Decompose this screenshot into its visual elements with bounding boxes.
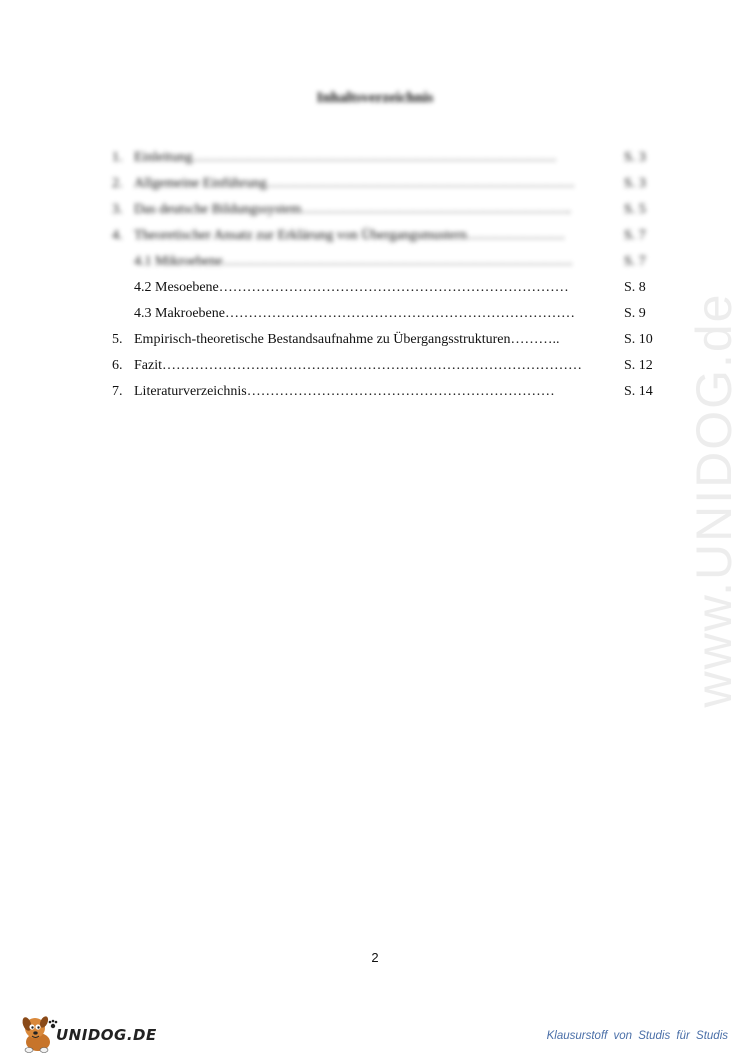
- toc-entry-label: Allgemeine Einführung…………………………………………………………: [134, 176, 575, 191]
- toc-entry-page: S. 3: [624, 176, 646, 191]
- toc-entry-page: S. 7: [624, 254, 646, 269]
- logo-text: UNIDOG.DE: [56, 1026, 157, 1044]
- toc-entry-number: 4.: [112, 228, 123, 243]
- toc-entry: [112, 252, 662, 272]
- toc-entry: [112, 304, 662, 324]
- page-number: 2: [371, 950, 379, 965]
- toc-entry-label: Einleitung……………………………………………………………………: [134, 150, 557, 165]
- toc-entry: [112, 382, 662, 402]
- toc-entry: [112, 278, 662, 298]
- toc-entry-label: Literaturverzeichnis…………………………………………………………: [134, 384, 555, 399]
- toc-entry-label: Theoretischer Ansatz zur Erklärung von Übergangsmustern…………………: [134, 228, 565, 243]
- toc-entry-number: 2.: [112, 176, 123, 191]
- toc-entry-number: 6.: [112, 358, 123, 373]
- toc-entry-page: S. 3: [624, 150, 646, 165]
- toc-entry: [112, 356, 662, 376]
- toc-entry-label: 4.3 Makroebene…………………………………………………………………: [134, 306, 575, 321]
- toc-entry-number: 3.: [112, 202, 123, 217]
- toc-entry: [112, 330, 662, 350]
- dog-icon: [20, 1012, 58, 1054]
- toc-entry-number: 7.: [112, 384, 123, 399]
- toc-entry: [112, 148, 662, 168]
- toc-entry-label: Fazit………………………………………………………………………………: [134, 358, 582, 373]
- toc-entry: [112, 200, 662, 220]
- watermark: www.UNIDOG.de: [686, 292, 742, 708]
- toc-entry-page: S. 9: [624, 306, 646, 321]
- toc-entry: [112, 174, 662, 194]
- toc-entry-page: S. 12: [624, 358, 653, 373]
- toc-entry-label: Das deutsche Bildungssystem………………………………………………….: [134, 202, 571, 217]
- toc-entry-page: S. 10: [624, 332, 653, 347]
- toc-entry-page: S. 5: [624, 202, 646, 217]
- footer-tagline: Klausurstoff von Studis für Studis: [546, 1030, 728, 1042]
- footer-logo: [20, 1012, 180, 1054]
- page-title: Inhaltsverzeichnis: [316, 90, 434, 106]
- toc-entry-label: 4.2 Mesoebene…………………………………………………………………: [134, 280, 569, 295]
- toc-entry-label: 4.1 Mikroebene…………………………………………………………………: [134, 254, 573, 269]
- toc-entry-number: 1.: [112, 150, 123, 165]
- toc-entry: [112, 226, 662, 246]
- toc-entry-page: S. 14: [624, 384, 653, 399]
- toc-entry-number: 5.: [112, 332, 123, 347]
- toc-entry-page: S. 8: [624, 280, 646, 295]
- toc-entry-page: S. 7: [624, 228, 646, 243]
- toc-entry-label: Empirisch-theoretische Bestandsaufnahme zu Übergangsstrukturen………..: [134, 332, 560, 347]
